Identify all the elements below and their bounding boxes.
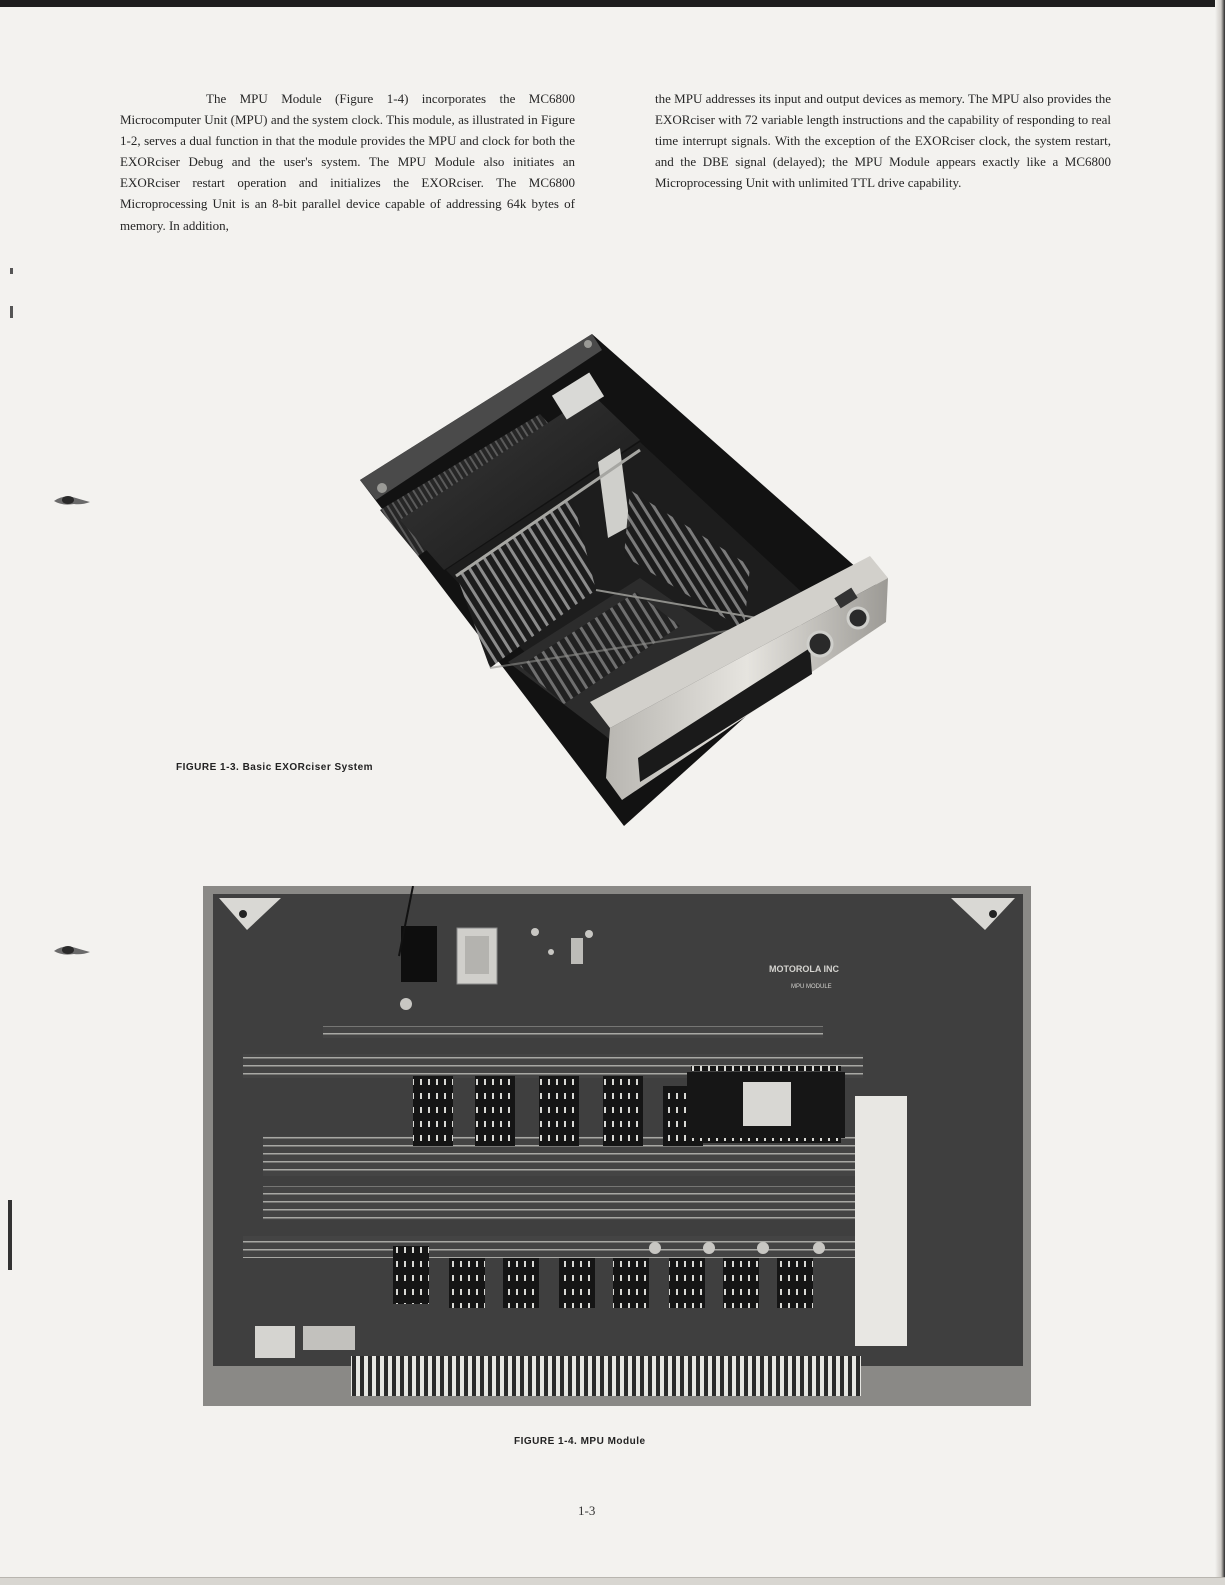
- exorciser-system-photo: [340, 330, 900, 830]
- margin-mark: [10, 268, 13, 274]
- scan-right-edge: [1215, 0, 1225, 1585]
- punch-hole-mark: [52, 942, 92, 958]
- margin-mark: [8, 1200, 12, 1270]
- figure-1-4-caption: FIGURE 1-4. MPU Module: [514, 1436, 646, 1447]
- body-text-left-column: The MPU Module (Figure 1-4) incorporates the MC6800 Microcomputer Unit (MPU) and the system clock. This module, as illustrated in Figure 1-2, serves a dual function in that the module provides the MPU and clock for both the EXORciser Debug and the user's system. The MPU Module also initiates an EXORciser restart operation and initializes the EXORciser. The MC6800 Microprocessing Unit is an 8-bit parallel device capable of addressing 64k bytes of memory. In addition,: [120, 91, 575, 233]
- page-number: 1-3: [578, 1503, 596, 1518]
- punch-hole-mark: [52, 492, 92, 508]
- figure-1-3-caption: FIGURE 1-3. Basic EXORciser System: [176, 762, 374, 773]
- board-label-text: MPU MODULE: [791, 984, 832, 990]
- scan-top-edge: [0, 0, 1225, 7]
- body-text-right-column: the MPU addresses its input and output devices as memory. The MPU also provides the EXORciser with 72 variable length instructions and the capability of responding to real time interrupt signals. With the exception of the EXORciser clock, the system restart, and the DBE signal (delayed); the MPU Module appears exactly like a MC6800 Microprocessing Unit with unlimited TTL drive capability.: [655, 91, 1111, 191]
- scan-bottom-edge: [0, 1577, 1225, 1585]
- board-label-text: MOTOROLA INC: [769, 964, 839, 974]
- margin-mark: [10, 306, 13, 318]
- mpu-module-photo: [203, 886, 1031, 1406]
